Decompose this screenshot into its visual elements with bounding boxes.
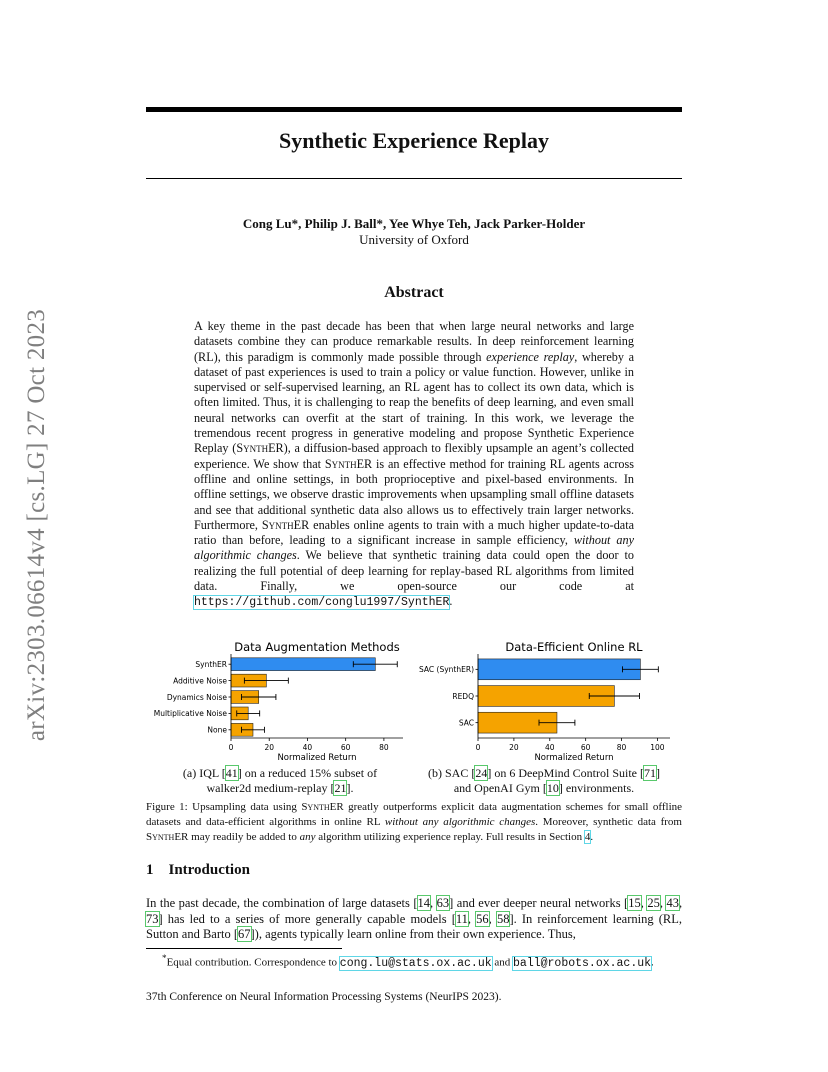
category-label: Dynamics Noise xyxy=(166,692,227,702)
body-text: , xyxy=(430,896,437,910)
code-url-link[interactable]: https://github.com/conglu1997/SynthER xyxy=(194,596,450,610)
caption-text: greatly outperforms explicit data augmentation schemes for small offline datasets and data-efficient algorithms in online RL xyxy=(146,801,683,828)
x-tick-label: 40 xyxy=(302,743,313,752)
x-tick-label: 40 xyxy=(545,743,555,752)
method-name: SynthER xyxy=(301,801,344,813)
footnote xyxy=(146,951,682,971)
category-label: Additive Noise xyxy=(173,676,227,686)
citation-link[interactable]: 71 xyxy=(644,766,656,780)
abstract-text: A key theme in the past decade has been that when large neural networks and large datasets combine they can produce remarkable results. In deep reinforcement learning (RL), this paradigm is commonly made possible through xyxy=(194,319,634,364)
caption-text: walker2d medium-replay [ xyxy=(206,781,335,795)
citation-link[interactable]: 41 xyxy=(225,766,238,780)
x-tick-label: 60 xyxy=(340,743,351,752)
citation-link[interactable]: 14 xyxy=(417,896,431,910)
chart-online-rl xyxy=(414,636,684,764)
footnote-mark: * xyxy=(162,953,167,963)
abstract-body xyxy=(194,319,634,611)
citation-link[interactable]: 11 xyxy=(455,911,468,926)
body-text: , xyxy=(659,896,667,910)
abstract-emphasis: without any algorithmic changes xyxy=(194,533,634,563)
category-label: Multiplicative Noise xyxy=(153,709,227,719)
footnote-rule xyxy=(146,948,342,949)
method-name: SynthER xyxy=(236,441,284,456)
citation-link[interactable]: 67 xyxy=(238,927,251,941)
x-tick-label: 60 xyxy=(580,743,591,752)
caption-text: . xyxy=(590,831,594,843)
section-title: Introduction xyxy=(168,862,250,878)
title-top-rule xyxy=(146,107,682,112)
abstract-text: ), a diffusion-based approach to flexibly upsample an agent’s collected experience. We show that xyxy=(194,441,635,471)
citation-link[interactable]: 10 xyxy=(546,781,559,795)
caption-text: may readily be added to xyxy=(188,831,300,843)
chart-title: Data-Efficient Online RL xyxy=(505,640,643,654)
caption-text: ] environments. xyxy=(558,781,635,795)
citation-link[interactable]: 21 xyxy=(334,781,347,795)
abstract-text: , whereby a dataset of past experiences is used to train a policy or value function. However, unlike in supervised or self-supervised learning, an RL agent has to collect its own data, which is often limited. Thus, it is challenging to reap the benefits of deep learning, and even small neural networks can overfit at the start of training. In this work, we leverage the tremendous recent progress in generative modeling and propose Synthetic Experience Replay ( xyxy=(194,349,634,456)
figure-caption xyxy=(146,800,682,845)
body-text: ] and ever deeper neural networks [ xyxy=(449,896,629,910)
body-text: , xyxy=(467,911,477,926)
body-text: ]. In reinforcement learning (RL, Sutton and Barto [ xyxy=(146,911,682,941)
caption-emphasis: any xyxy=(299,831,316,843)
abstract-text: enables online agents to train with a much higher update-to-data ratio than before, leading to a significant increase in sample efficiency, xyxy=(194,517,634,548)
body-text: ]), agents typically learn online from their own experience. Thus, xyxy=(250,927,576,941)
caption-text: Upsampling data using xyxy=(187,801,302,813)
x-axis-label: Normalized Return xyxy=(277,753,357,763)
venue-note: 37th Conference on Neural Information Processing Systems (NeurIPS 2023). xyxy=(146,991,502,1003)
section-link[interactable]: 4 xyxy=(584,831,591,843)
footnote-text: . xyxy=(651,956,654,969)
abstract-text: . xyxy=(449,594,453,609)
body-text: ] has led to a series of more generally capable models [ xyxy=(158,911,456,926)
caption-text: ] on a reduced 15% subset of xyxy=(237,766,378,780)
caption-text: (b) SAC [ xyxy=(428,766,476,780)
chart-data-augmentation xyxy=(146,636,416,764)
caption-text: and OpenAI Gym [ xyxy=(453,781,547,795)
caption-text: ] xyxy=(656,766,660,780)
paper-title: Synthetic Experience Replay xyxy=(278,128,550,153)
method-name: SynthER xyxy=(261,517,310,532)
x-tick-label: 20 xyxy=(264,743,274,752)
x-tick-label: 80 xyxy=(379,743,389,752)
author-list: Cong Lu*, Philip J. Ball*, Yee Whye Teh, Jack Parker-Holder xyxy=(242,216,586,231)
method-name: SynthER xyxy=(146,831,189,843)
citation-link[interactable]: 73 xyxy=(146,911,159,926)
abstract-emphasis: experience replay xyxy=(486,349,575,364)
caption-text: . Moreover, synthetic data from xyxy=(535,816,682,828)
body-text: , xyxy=(488,911,497,926)
x-tick-label: 100 xyxy=(650,743,665,752)
figure-label: Figure 1: xyxy=(146,801,188,813)
citation-link[interactable]: 15 xyxy=(628,896,641,910)
caption-text: ]. xyxy=(346,781,354,795)
subcaption-b xyxy=(414,766,674,796)
caption-text: ] on 6 DeepMind Control Suite [ xyxy=(487,766,644,780)
email-link[interactable]: cong.lu@stats.ox.ac.uk xyxy=(339,956,492,970)
intro-paragraph xyxy=(146,896,682,943)
x-tick-label: 20 xyxy=(509,743,519,752)
body-text: , xyxy=(678,896,683,910)
x-tick-label: 0 xyxy=(228,743,234,752)
chart-title: Data Augmentation Methods xyxy=(234,640,400,654)
arxiv-identifier: arXiv:2303.06614v4 [cs.LG] 27 Oct 2023 xyxy=(23,308,50,742)
method-name: SynthER xyxy=(324,456,373,471)
citation-link[interactable]: 25 xyxy=(647,896,660,910)
category-label: REDQ xyxy=(452,691,474,701)
body-text: , xyxy=(640,896,648,910)
caption-emphasis: without any algorithmic changes xyxy=(384,816,536,828)
abstract-text: is an effective method for training RL agents across offline and online settings, in both proprioceptive and pixel-based environments. In offline settings, we observe drastic improvements when upsampling small offline datasets and see that additional synthetic data also allows us to effectively train larger networks. Furthermore, xyxy=(194,456,634,532)
x-tick-label: 80 xyxy=(616,743,627,752)
section-heading xyxy=(146,862,250,879)
abstract-heading: Abstract xyxy=(384,284,444,301)
arxiv-stamp xyxy=(20,290,54,760)
citation-link[interactable]: 56 xyxy=(476,911,489,926)
subcaption-a xyxy=(160,766,400,796)
affiliation: University of Oxford xyxy=(359,232,469,247)
caption-text: algorithm utilizing experience replay. Full results in Section xyxy=(315,831,585,843)
caption-text: (a) IQL [ xyxy=(182,766,226,780)
citation-link[interactable]: 24 xyxy=(475,766,488,780)
x-tick-label: 0 xyxy=(475,743,481,752)
title-bottom-rule xyxy=(146,178,682,179)
body-text: In the past decade, the combination of large datasets [ xyxy=(146,896,418,910)
category-label: SynthER xyxy=(195,660,227,669)
category-label: None xyxy=(207,725,227,735)
x-axis-label: Normalized Return xyxy=(534,753,614,763)
footnote-text: Equal contribution. Correspondence to xyxy=(166,956,340,969)
email-link[interactable]: ball@robots.ox.ac.uk xyxy=(513,956,652,970)
abstract-text: . We believe that synthetic training data could open the door to realizing the full potential of deep learning for replay-based RL algorithms from limited data. Finally, we open-source our code at xyxy=(194,548,634,594)
citation-link[interactable]: 43 xyxy=(666,896,679,910)
category-label: SAC xyxy=(458,718,474,728)
category-label: SAC (SynthER) xyxy=(419,665,474,675)
footnote-text: and xyxy=(491,956,514,969)
citation-link[interactable]: 63 xyxy=(436,896,450,910)
citation-link[interactable]: 58 xyxy=(496,911,510,926)
bar-sac-synther- xyxy=(478,659,640,680)
section-number: 1 xyxy=(146,862,154,878)
